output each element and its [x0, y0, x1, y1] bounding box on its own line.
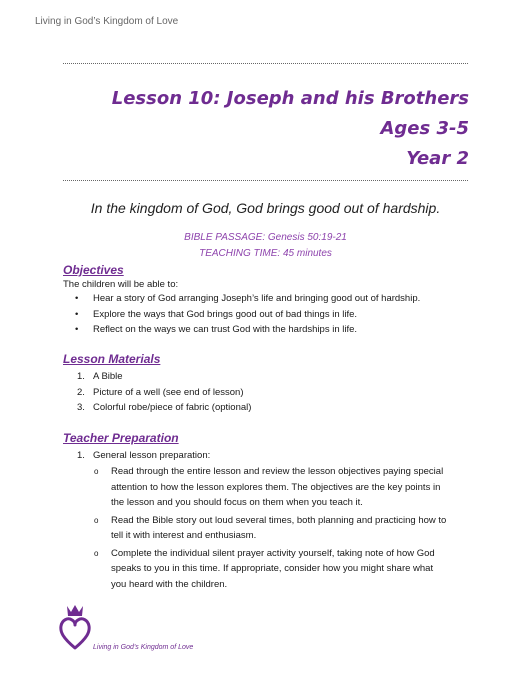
objectives-heading: Objectives [63, 263, 124, 277]
divider-bottom [63, 180, 468, 181]
list-item: 3. Colorful robe/piece of fabric (optional) [77, 402, 252, 413]
preparation-sublist [63, 464, 451, 594]
list-item: • Hear a story of God arranging Joseph’s life and bringing good out of hardship. [63, 291, 420, 307]
materials-heading: Lesson Materials [63, 352, 161, 366]
circle-bullet-icon: o [94, 548, 99, 558]
ages-title: Ages 3-5 [380, 118, 469, 139]
circle-bullet-icon: o [94, 515, 99, 525]
sub-list-item: o Read the Bible story out loud several times, both planning and practicing how to tell it with interest and enthusiasm. [94, 514, 447, 541]
objectives-intro: The children will be able to: [63, 279, 179, 290]
list-item: • Explore the ways that God brings good out of bad things in life. [63, 307, 420, 323]
lesson-title: Lesson 10: Joseph and his Brothers [111, 88, 469, 109]
sub-list-item: o Complete the individual silent prayer activity yourself, taking note of how God speaks to you in this time. If appropriate, consider how you might share what you heard with the children. [94, 547, 435, 590]
lesson-theme: In the kingdom of God, God brings good out of hardship. [90, 200, 441, 216]
preparation-list [63, 448, 210, 464]
list-item: 1. General lesson preparation: [77, 450, 211, 461]
preparation-heading: Teacher Preparation [63, 431, 179, 445]
materials-list [63, 369, 251, 416]
bible-passage: BIBLE PASSAGE: Genesis 50:19-21 [184, 232, 347, 243]
crown-heart-logo-icon [58, 604, 92, 657]
circle-bullet-icon: o [94, 467, 99, 476]
list-item: 1. A Bible [77, 371, 123, 382]
bullet-icon: • [75, 308, 79, 320]
objectives-list [63, 291, 420, 338]
running-header: Living in God’s Kingdom of Love [35, 16, 179, 27]
list-item: • Reflect on the ways we can trust God with the hardships in life. [63, 322, 420, 338]
bullet-icon: • [75, 293, 79, 304]
list-item: 2. Picture of a well (see end of lesson) [77, 386, 244, 398]
sub-list-item: o Read through the entire lesson and review the lesson objectives paying special attention to how the lesson explores them. The objectives are the key points in the lesson and you should focus on them when you teach it. [94, 466, 444, 508]
footer-text: Living in God’s Kingdom of Love [93, 644, 194, 651]
teaching-time: TEACHING TIME: 45 minutes [199, 248, 332, 259]
bullet-icon: • [75, 324, 79, 335]
year-title: Year 2 [406, 148, 469, 169]
divider-top [63, 63, 468, 64]
